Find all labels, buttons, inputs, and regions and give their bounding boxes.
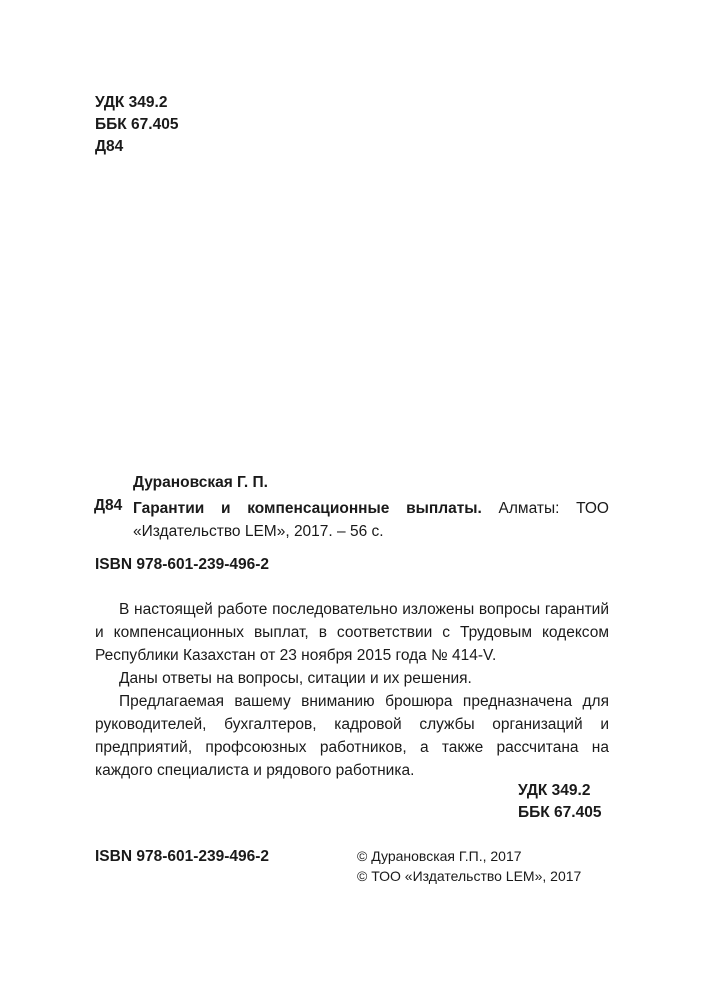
bottom-classification-codes (518, 780, 601, 824)
isbn-bottom: ISBN 978-601-239-496-2 (95, 848, 270, 865)
copyright-publisher: © ТОО «Издательство LEM», 2017 (357, 868, 582, 884)
annotation (95, 598, 609, 782)
isbn-main: ISBN 978-601-239-496-2 (95, 556, 270, 573)
bbk-code: ББК 67.405 (95, 116, 179, 133)
annotation-paragraph: Предлагаемая вашему вниманию брошюра предназначена для руководителей, бухгалтеров, кадровой службы организаций и предприятий, профсоюзных работников, а также рассчитана на каждого специалиста и рядового работника. (95, 693, 609, 779)
author-mark: Д84 (95, 138, 124, 155)
udk-code-bottom: УДК 349.2 (518, 782, 591, 799)
catalog-author-mark: Д84 (94, 497, 123, 514)
udk-code: УДК 349.2 (95, 94, 168, 111)
copyright-author: © Дурановская Г.П., 2017 (357, 848, 522, 864)
copyright-block (357, 846, 581, 886)
book-title: Гарантии и компенсационные выплаты. (133, 500, 482, 517)
catalog-author: Дурановская Г. П. (133, 474, 268, 491)
bbk-code-bottom: ББК 67.405 (518, 804, 602, 821)
catalog-entry-text (133, 497, 609, 543)
annotation-paragraph: В настоящей работе последовательно изложены вопросы гарантий и компенсационных выплат, в соответствии с Трудовым кодексом Республики Казахстан от 23 ноября 2015 года № 414-V. (95, 601, 609, 664)
top-classification-codes (95, 92, 178, 158)
publication-info: Алматы: ТОО «Издательство LEM», 2017. – 56 с. (133, 500, 609, 540)
annotation-paragraph: Даны ответы на вопросы, ситации и их решения. (119, 670, 472, 687)
